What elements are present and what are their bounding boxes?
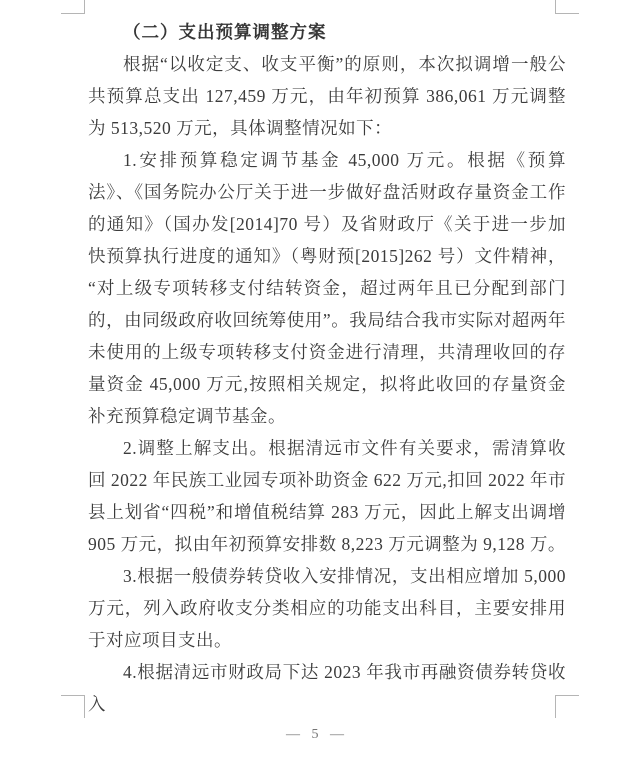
page-number: — 5 — (286, 727, 348, 742)
paragraph-item-3: 3.根据一般债券转贷收入安排情况，支出相应增加 5,000 万元，列入政府收支分类相应的功能支出科目，主要安排用于对应项目支出。 (88, 566, 566, 650)
document-body (88, 16, 566, 720)
crop-mark-top-right (555, 0, 579, 14)
section-heading: （二）支出预算调整方案 (123, 22, 327, 42)
paragraph-item-1: 1.安排预算稳定调节基金 45,000 万元。根据《预算法》、《国务院办公厅关于进一步做好盘活财政存量资金工作的通知》（国办发[2014]70 号）及省财政厅《关于进一步加快预算执行进度的通知》（粤财预[2015]262 号）文件精神，“对上级专项转移支付结转资金，超过两年且已分配到部门的，由同级政府收回统筹使用”。我局结合我市实际对超两年未使用的上级专项转移支付资金进行清理，共清理收回的存量资金 45,000 万元,按照相关规定，拟将此收回的存量资金补充预算稳定调节基金。 (88, 150, 566, 426)
paragraph-item-2: 2.调整上解支出。根据清远市文件有关要求，需清算收回 2022 年民族工业园专项补助资金 622 万元,扣回 2022 年市县上划省“四税”和增值税结算 283 万元，因此上解支出调增 905 万元，拟由年初预算安排数 8,223 万元调整为 9,128 万。 (88, 438, 566, 554)
paragraph-item-4: 4.根据清远市财政局下达 2023 年我市再融资债券转贷收入 (88, 662, 566, 714)
crop-mark-bottom-left (61, 695, 85, 718)
paragraph-intro: 根据“以收定支、收支平衡”的原则，本次拟调增一般公共预算总支出 127,459 万元，由年初预算 386,061 万元调整为 513,520 万元，具体调整情况如下： (88, 54, 566, 138)
crop-mark-top-left (61, 0, 85, 14)
